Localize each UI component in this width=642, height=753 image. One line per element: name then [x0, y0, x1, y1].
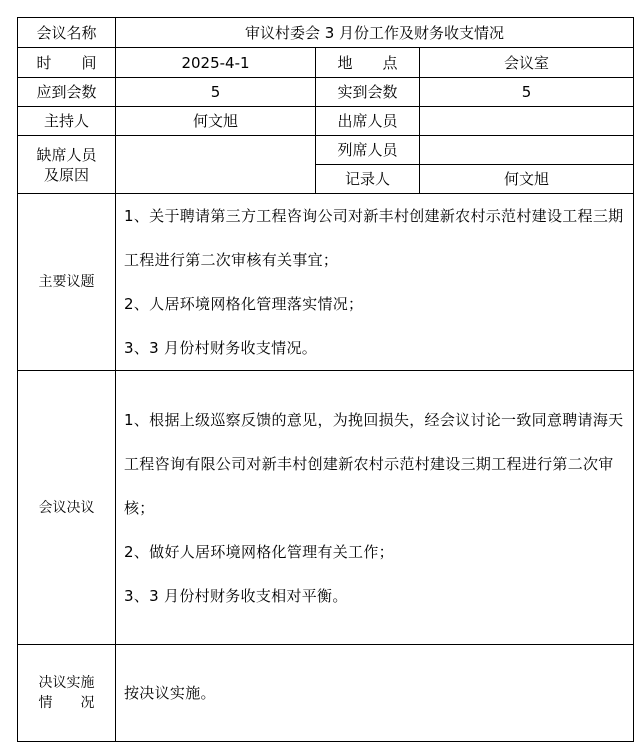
- row-resolution: [18, 371, 634, 645]
- topic-item: 2、人居环境网格化管理落实情况；: [124, 295, 364, 313]
- label-implementation-line1: 决议实施: [38, 675, 95, 691]
- label-host: 主持人: [18, 107, 116, 136]
- value-expected-count: 5: [116, 78, 316, 107]
- label-resolution: 会议决议: [18, 371, 116, 645]
- resolution-item: 1、根据上级巡察反馈的意见，为挽回损失，经会议讨论一致同意聘请海天工程咨询有限公司对新丰村创建新农村示范村建设三期工程进行第二次审核；: [124, 410, 624, 517]
- row-time-location: [18, 48, 634, 78]
- value-absentees: [116, 136, 316, 194]
- label-absentees-line1: 缺席人员: [36, 145, 97, 164]
- label-time: 时 间: [18, 48, 116, 78]
- label-location: 地 点: [316, 48, 420, 78]
- label-observers: 列席人员: [316, 136, 420, 165]
- value-observers: [420, 136, 634, 165]
- value-location: 会议室: [420, 48, 634, 78]
- label-main-topics: 主要议题: [18, 194, 116, 371]
- row-main-topics: [18, 194, 634, 371]
- main-topics-content: [116, 194, 634, 371]
- value-actual-count: 5: [420, 78, 634, 107]
- value-time: 2025-4-1: [116, 48, 316, 78]
- implementation-content: [116, 645, 634, 742]
- label-implementation-line2: 情 况: [38, 695, 95, 711]
- value-recorder: 何文旭: [420, 165, 634, 194]
- resolution-content: [116, 371, 634, 645]
- label-expected-count: 应到会数: [18, 78, 116, 107]
- topic-item: 3、3 月份村财务收支情况。: [124, 339, 318, 357]
- label-attendees: 出席人员: [316, 107, 420, 136]
- row-absentees-observers: [18, 136, 634, 165]
- value-attendees: [420, 107, 634, 136]
- row-host-attendees: [18, 107, 634, 136]
- label-meeting-name: 会议名称: [18, 18, 116, 48]
- resolution-item: 2、做好人居环境网格化管理有关工作；: [124, 542, 394, 561]
- label-absentees: [18, 136, 116, 194]
- label-recorder: 记录人: [316, 165, 420, 194]
- value-meeting-name: 审议村委会 3 月份工作及财务收支情况: [116, 18, 634, 48]
- label-implementation: [18, 645, 116, 742]
- value-host: 何文旭: [116, 107, 316, 136]
- meeting-minutes-table: [17, 17, 634, 742]
- row-counts: [18, 78, 634, 107]
- label-absentees-line2: 及原因: [43, 165, 89, 184]
- resolution-item: 3、3 月份村财务收支相对平衡。: [124, 586, 348, 605]
- implementation-text: 按决议实施。: [124, 684, 216, 702]
- label-actual-count: 实到会数: [316, 78, 420, 107]
- row-implementation: [18, 645, 634, 742]
- row-meeting-name: [18, 18, 634, 48]
- topic-item: 1、关于聘请第三方工程咨询公司对新丰村创建新农村示范村建设工程三期工程进行第二次审核有关事宜；: [124, 207, 624, 269]
